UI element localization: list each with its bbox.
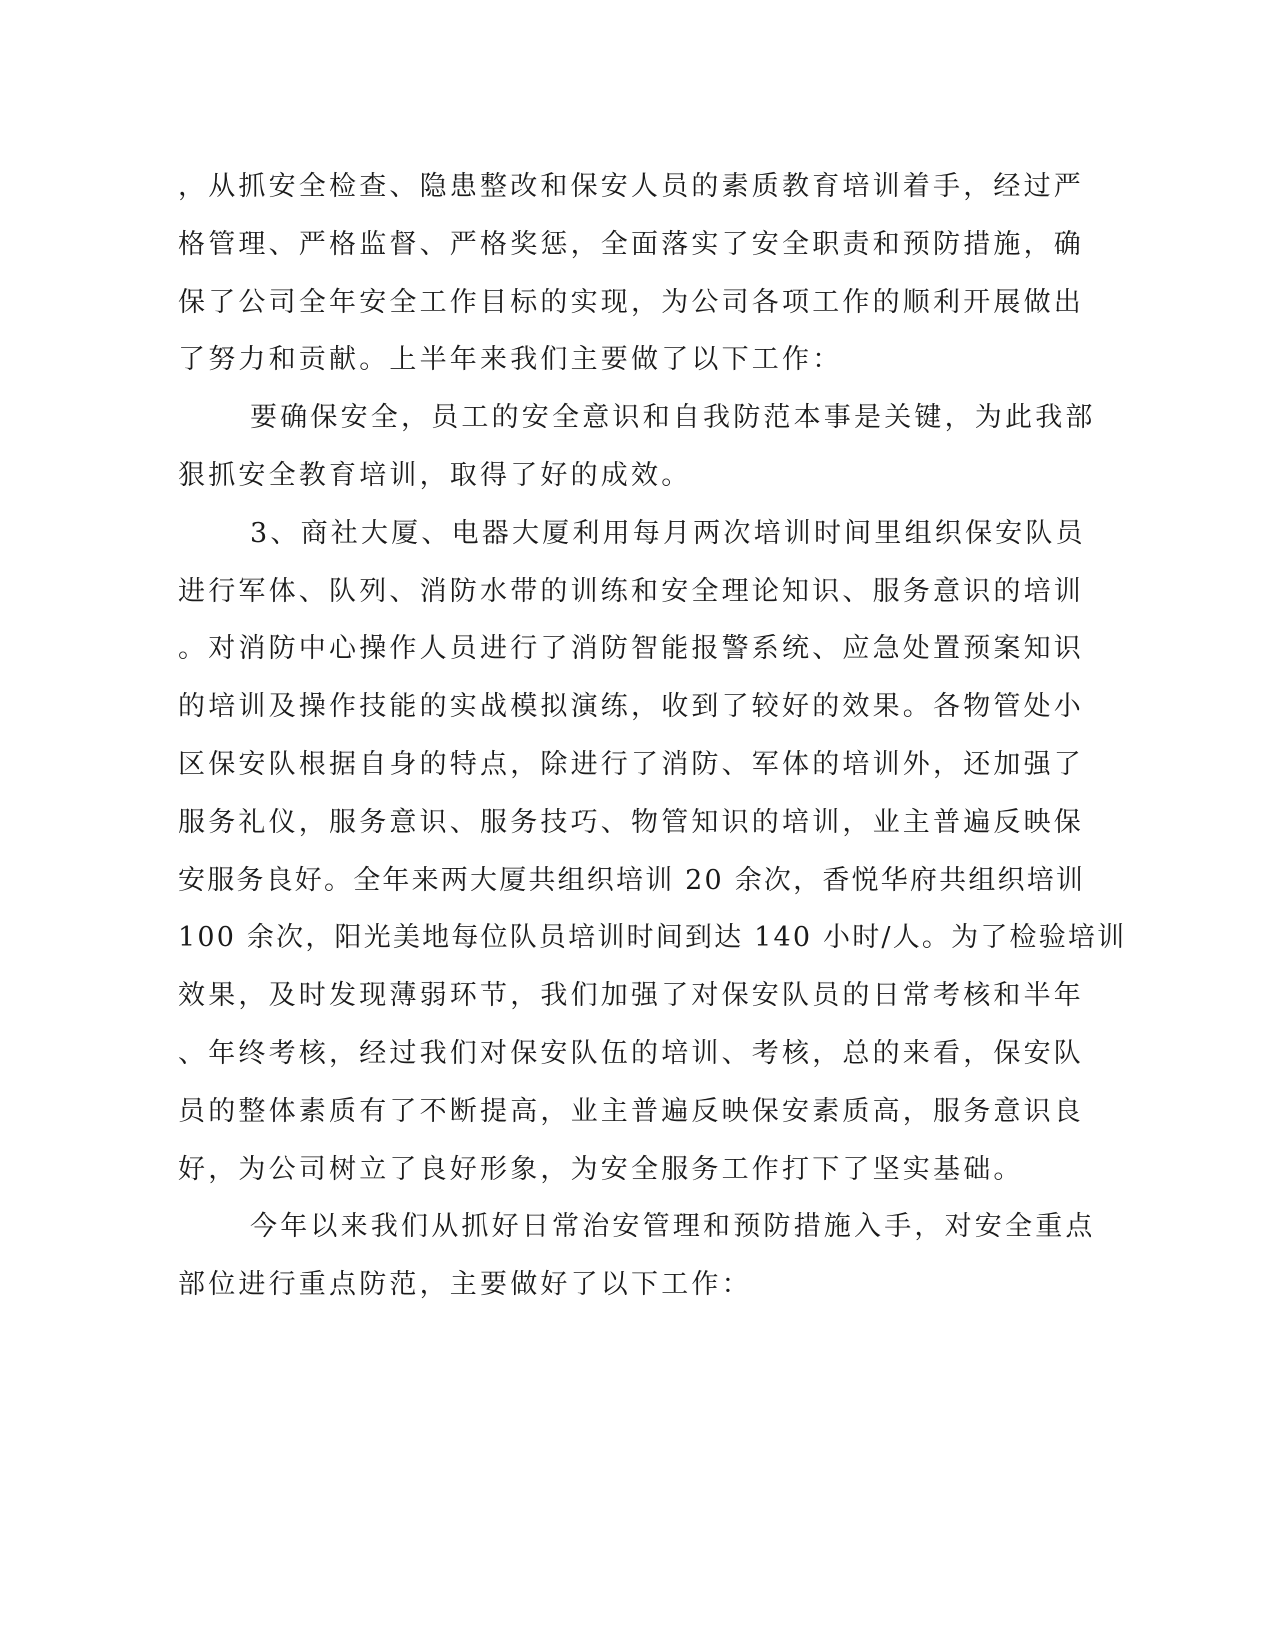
text-line: 效果，及时发现薄弱环节，我们加强了对保安队员的日常考核和半年 [178,980,1084,1012]
text-line: 区保安队根据自身的特点，除进行了消防、军体的培训外，还加强了 [178,748,1084,780]
text-line: 、年终考核，经过我们对保安队伍的培训、考核，总的来看，保安队 [178,1037,1084,1069]
text-line: 要确保安全，员工的安全意识和自我防范本事是关键，为此我部 [250,402,1096,434]
text-line: 服务礼仪，服务意识、服务技巧、物管知识的培训，业主普遍反映保 [178,806,1084,838]
text-line: 进行军体、队列、消防水带的训练和安全理论知识、服务意识的培训 [178,575,1084,607]
text-line: 安服务良好。全年来两大厦共组织培训 20 余次，香悦华府共组织培训 [178,864,1086,896]
text-line: 狠抓安全教育培训，取得了好的成效。 [178,459,692,491]
text-line: 好，为公司树立了良好形象，为安全服务工作打下了坚实基础。 [178,1153,1024,1185]
text-line: 。对消防中心操作人员进行了消防智能报警系统、应急处置预案知识 [178,633,1084,665]
text-line: 100 余次，阳光美地每位队员培训时间到达 140 小时/人。为了检验培训 [178,922,1127,954]
text-line: 员的整体素质有了不断提高，业主普遍反映保安素质高，服务意识良 [178,1095,1084,1127]
text-line: 的培训及操作技能的实战模拟演练，收到了较好的效果。各物管处小 [178,691,1084,723]
text-line: ，从抓安全检查、隐患整改和保安人员的素质教育培训着手，经过严 [178,171,1084,202]
text-line: 保了公司全年安全工作目标的实现，为公司各项工作的顺利开展做出 [178,286,1084,318]
text-line: 格管理、严格监督、严格奖惩，全面落实了安全职责和预防措施，确 [178,228,1084,260]
document-body [178,158,1127,1314]
text-line: 3、商社大厦、电器大厦利用每月两次培训时间里组织保安队员 [250,517,1086,549]
text-line: 今年以来我们从抓好日常治安管理和预防措施入手，对安全重点 [250,1211,1096,1243]
text-line: 了努力和贡献。上半年来我们主要做了以下工作： [178,344,843,376]
text-line: 部位进行重点防范，主要做好了以下工作： [178,1269,752,1301]
